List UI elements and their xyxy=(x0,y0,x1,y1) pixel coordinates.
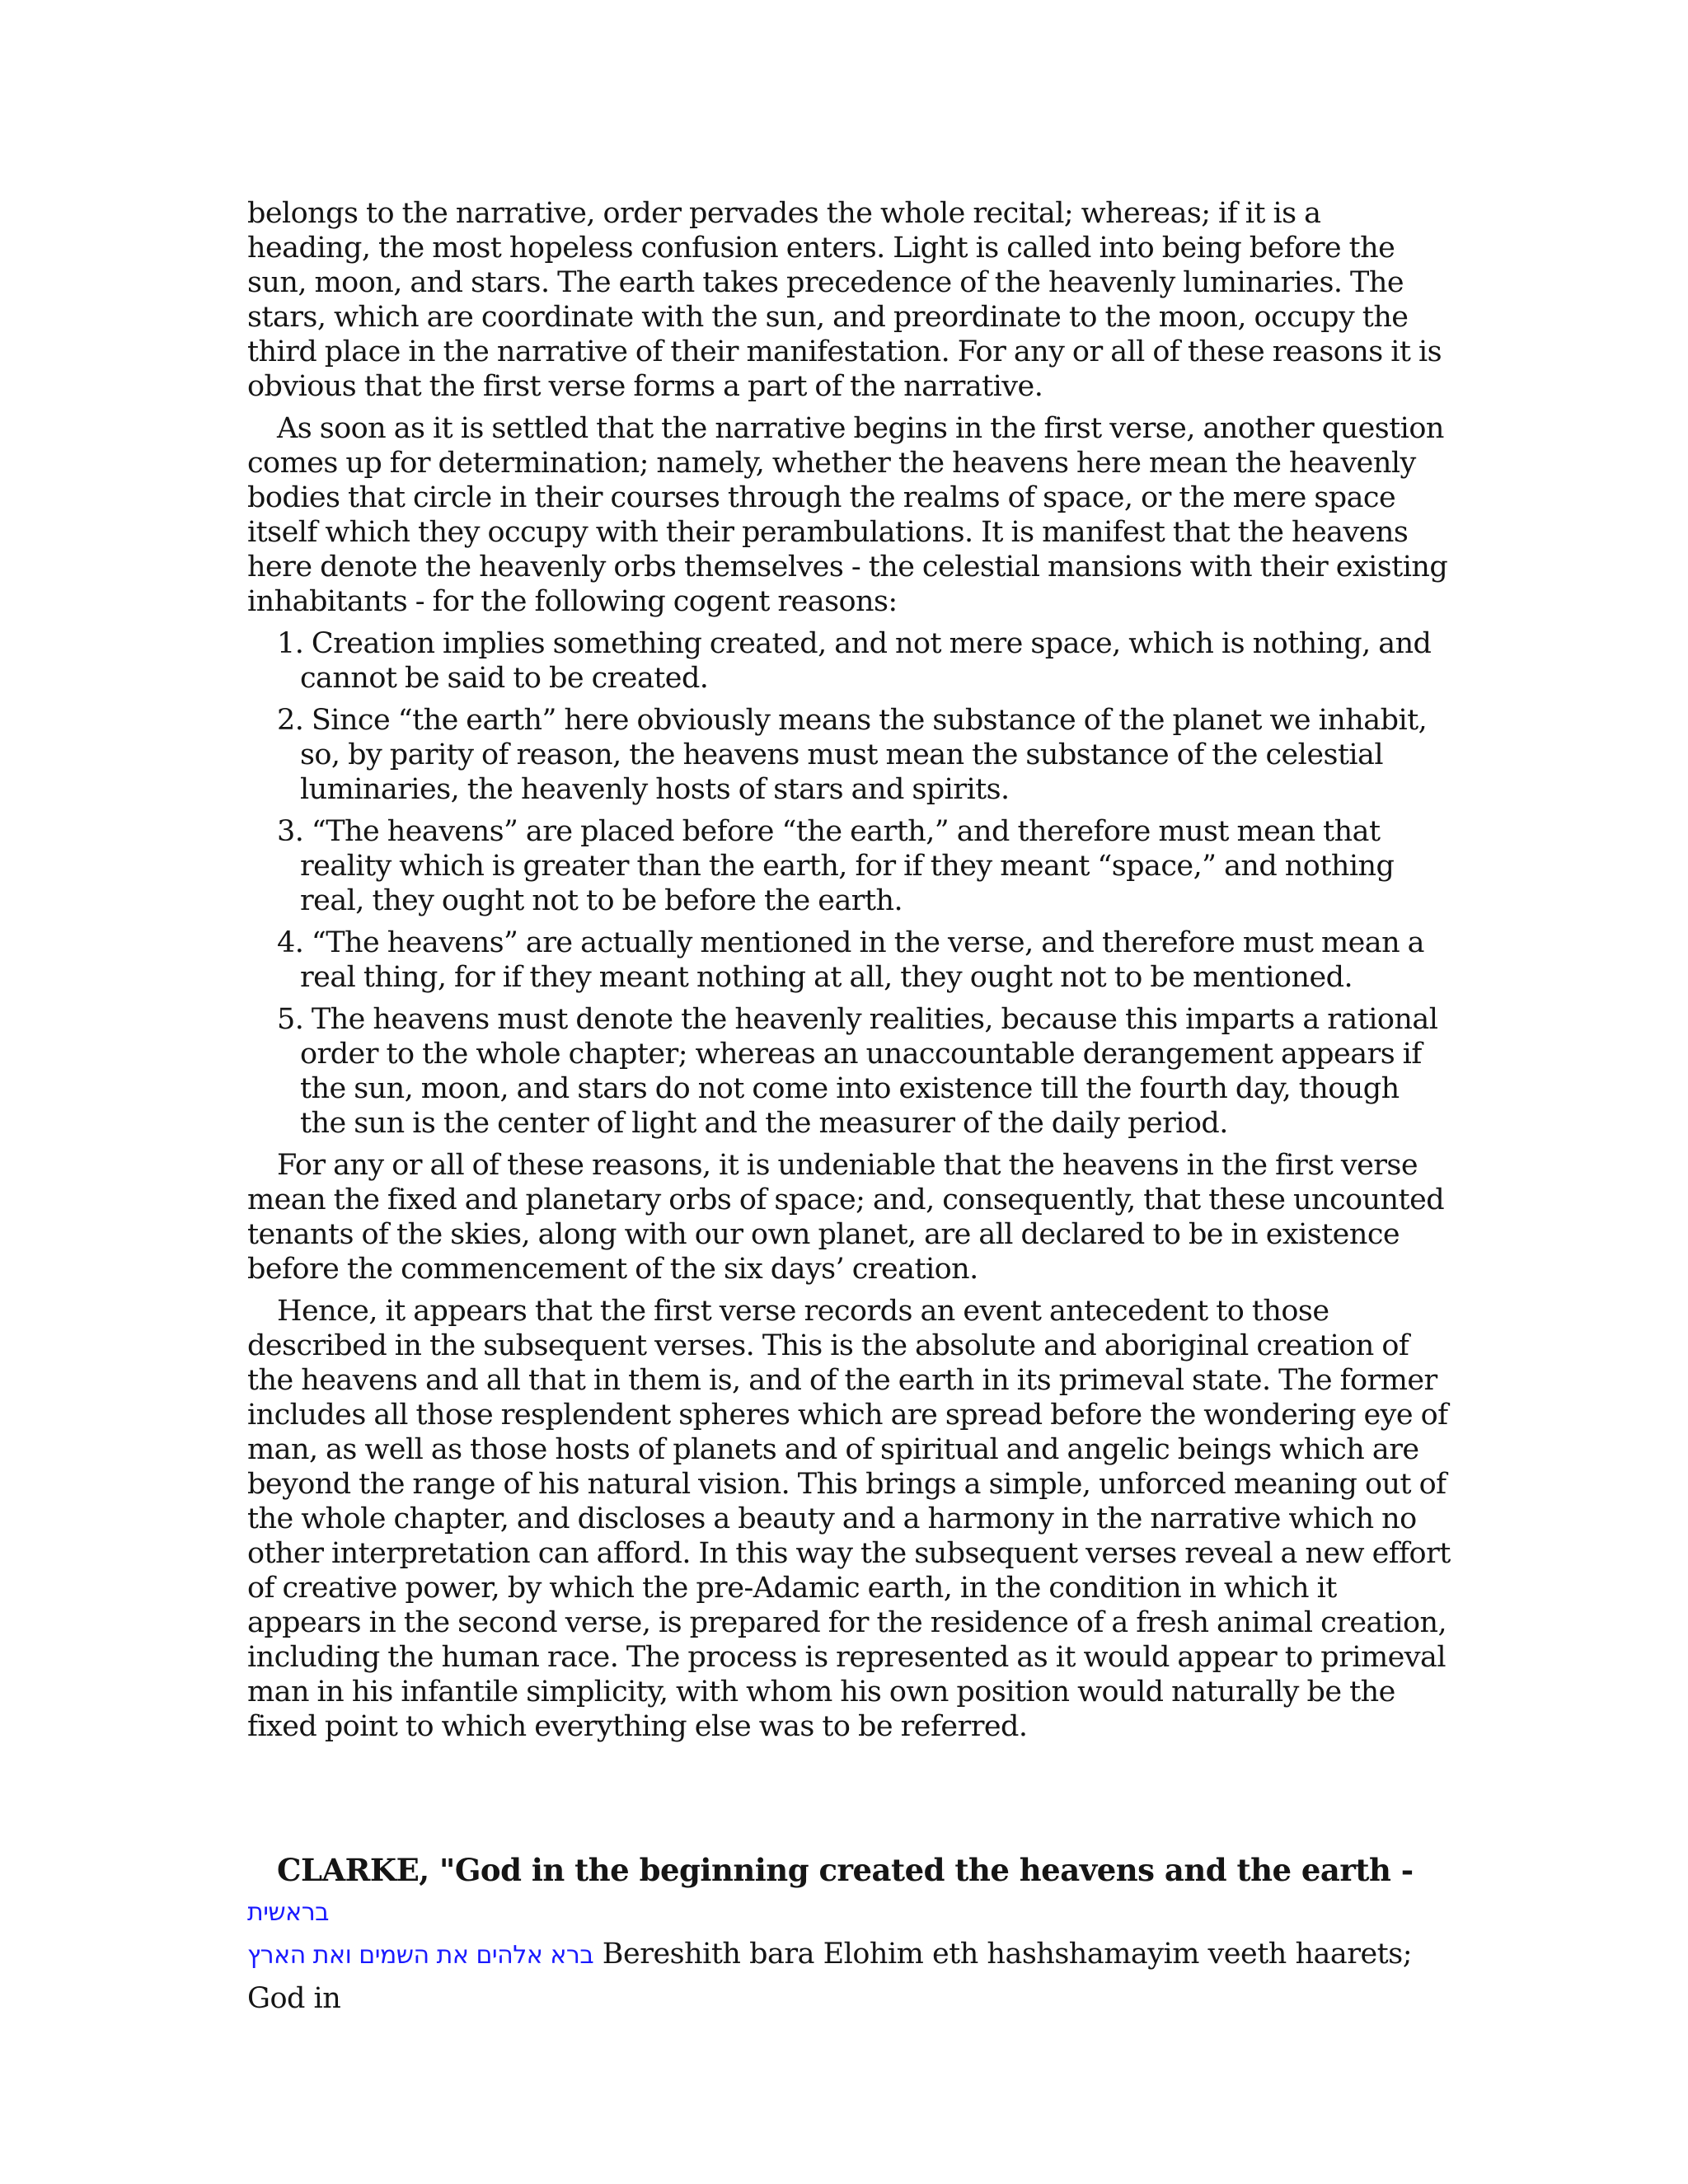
clarke-heading-line xyxy=(247,1850,1451,1933)
list-item: 1. Creation implies something created, and not mere space, which is nothing, and cannot be said to be created. xyxy=(277,627,1432,695)
list-item: 4. “The heavens” are actually mentioned in the verse, and therefore must mean a real thing, for if they meant nothing at all, they ought not to be mentioned. xyxy=(277,926,1424,994)
list-item: 3. “The heavens” are placed before “the earth,” and therefore must mean that reality which is greater than the earth, for if they meant “space,” and nothing real, they ought not to be before the earth. xyxy=(277,815,1395,917)
list-item: 2. Since “the earth” here obviously means the substance of the planet we inhabit, so, by parity of reason, the heavens must mean the substance of the celestial luminaries, the heavenly hosts of stars and spirits. xyxy=(277,704,1428,806)
paragraph-conclusion: For any or all of these reasons, it is undeniable that the heavens in the first verse mean the fixed and planetary orbs of space; and, consequently, that these uncounted tenants of the skies, along with our own planet, are all declared to be in existence before the commencement of the six days’ creation. xyxy=(247,1149,1445,1286)
paragraph-narrative-order: belongs to the narrative, order pervades the whole recital; whereas; if it is a heading, the most hopeless confusion enters. Light is called into being before the sun, moon, and stars. The earth takes precedence of the heavenly luminaries. The stars, which are coordinate with the sun, and preordinate to the moon, occupy the third place in the narrative of their manifestation. For any or all of these reasons it is obvious that the first verse forms a part of the narrative. xyxy=(247,197,1442,403)
clarke-verse-line xyxy=(247,1933,1451,2020)
paragraph-antecedent-event: Hence, it appears that the first verse records an event antecedent to those described in the subsequent verses. This is the absolute and aboriginal creation of the heavens and all that in them is, and of the earth in its primeval state. The former includes all those resplendent spheres which are spread before the wondering eye of man, as well as those hosts of planets and of spiritual and angelic beings which are beyond the range of his natural vision. This brings a simple, unforced meaning out of the whole chapter, and discloses a beauty and a harmony in the narrative which no other interpretation can afford. In this way the subsequent verses reveal a new effort of creative power, by which the pre-Adamic earth, in the condition in which it appears in the second verse, is prepared for the residence of a fresh animal creation, including the human race. The process is represented as it would appear to primeval man in his infantile simplicity, with whom his own position would naturally be the fixed point to which everything else was to be referred. xyxy=(247,1295,1451,1743)
document-body xyxy=(247,196,1451,1751)
clarke-heading-text: CLARKE, "God in the beginning created the heavens and the earth - xyxy=(277,1852,1414,1888)
hebrew-word-bereshith: בראשית xyxy=(247,1898,330,1927)
paragraph-heavens-question: As soon as it is settled that the narrative begins in the first verse, another question comes up for determination; namely, whether the heavens here mean the heavenly bodies that circle in their courses through the realms of space, or the mere space itself which they occupy with their perambulations. It is manifest that the heavens here denote the heavenly orbs themselves - the celestial mansions with their existing inhabitants - for the following cogent reasons: xyxy=(247,412,1448,618)
list-item: 5. The heavens must denote the heavenly realities, because this imparts a rational order to the whole chapter; whereas an unaccountable derangement appears if the sun, moon, and stars do not come into existence till the fourth day, though the sun is the center of light and the measurer of the daily period. xyxy=(277,1003,1438,1140)
reasons-list xyxy=(247,626,1451,1141)
transliteration-text: Bereshith bara Elohim eth hashshamayim veeth haarets; God in xyxy=(247,1938,1412,2015)
hebrew-verse-text: ברא אלהים את השמים ואת הארץ xyxy=(247,1941,594,1970)
clarke-commentary-heading xyxy=(247,1850,1451,2020)
